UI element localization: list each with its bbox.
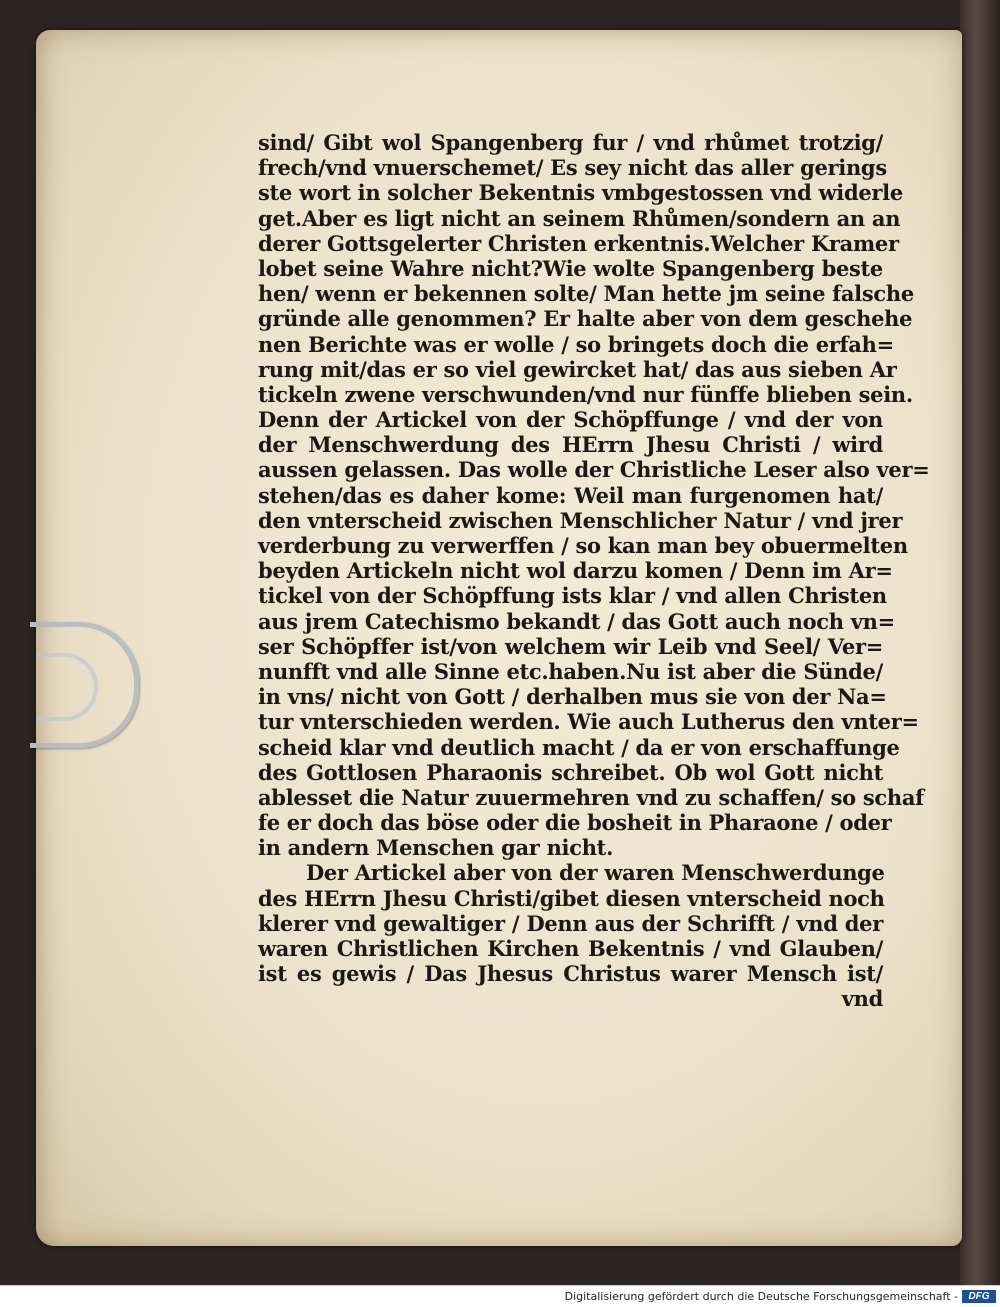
text-line: klerer vnd gewaltiger / Denn aus der Schrifft / vnd der — [258, 910, 883, 936]
text-line: tickeln zwene verschwunden/vnd nur fünffe blieben sein. — [258, 381, 913, 407]
dfg-logo: DFG — [962, 1290, 996, 1303]
text-line: des HErrn Jhesu Christi/gibet diesen vnterscheid noch — [258, 885, 885, 911]
text-line: in vns/ nicht von Gott / derhalben mus sie von der Na= — [258, 684, 887, 710]
funding-credit: Digitalisierung gefördert durch die Deutsche Forschungsgemeinschaft - — [564, 1290, 958, 1303]
text-line: frech/vnd vnuerschemet/ Es sey nicht das aller gerings — [258, 155, 887, 181]
page-text — [258, 130, 930, 1012]
text-line: fe er doch das böse oder die bosheit in Pharaone / oder — [258, 810, 892, 836]
text-line: waren Christlichen Kirchen Bekentnis / vnd Glauben/ — [258, 936, 883, 961]
text-line: scheid klar vnd deutlich macht / da er von erschaffunge — [258, 734, 900, 760]
book-binding — [960, 0, 1000, 1285]
text-line: tur vnterschieden werden. Wie auch Lutherus den vnter= — [258, 709, 919, 735]
text-line: sind/ Gibt wol Spangenberg fur / vnd rhůmet trotzig/ — [258, 130, 883, 155]
paper-clip-inner-loop — [36, 653, 98, 721]
text-line: aus jrem Catechismo bekandt / das Gott auch noch vn= — [258, 608, 895, 634]
text-line: Der Artickel aber von der waren Menschwerdunge — [306, 860, 885, 886]
text-line: in andern Menschen gar nicht. — [258, 835, 614, 861]
paper-clip — [30, 622, 139, 748]
text-line: stehen/das es daher kome: Weil man furgenomen hat/ — [258, 482, 883, 508]
text-line: derer Gottsgelerter Christen erkentnis.Welcher Kramer — [258, 230, 899, 256]
text-line: hen/ wenn er bekennen solte/ Man hette jm seine falsche — [258, 281, 914, 307]
text-line: verderbung zu verwerffen / so kan man bey obuermelten — [258, 533, 908, 558]
text-line: get.Aber es ligt nicht an seinem Rhůmen/sondern an an — [258, 205, 901, 231]
text-line: des Gottlosen Pharaonis schreibet. Ob wol Gott nicht — [258, 759, 883, 785]
text-line: nunfft vnd alle Sinne etc.haben.Nu ist aber die Sünde/ — [258, 658, 883, 684]
text-line: aussen gelassen. Das wolle der Christliche Leser also ver= — [258, 457, 930, 483]
catchword: vnd — [841, 986, 883, 1012]
text-line: beyden Artickeln nicht wol darzu komen / Denn im Ar= — [258, 558, 893, 584]
text-line: nen Berichte was er wolle / so bringets doch die erfah= — [258, 331, 894, 357]
text-line: lobet seine Wahre nicht?Wie wolte Spangenberg beste — [258, 255, 883, 281]
text-line: Denn der Artickel von der Schöpffunge / vnd der von — [258, 407, 883, 433]
text-line: tickel von der Schöpffung ists klar / vnd allen Christen — [258, 583, 887, 609]
footer-bar — [0, 1285, 1000, 1307]
text-line: rung mit/das er so viel gewircket hat/ das aus sieben Ar — [258, 356, 897, 382]
text-line: ser Schöpffer ist/von welchem wir Leib vnd Seel/ Ver= — [258, 633, 883, 659]
text-line: ablesset die Natur zuuermehren vnd zu schaffen/ so schaf — [258, 784, 924, 810]
text-line: der Menschwerdung des HErrn Jhesu Christi / wird — [258, 432, 883, 458]
text-line: den vnterscheid zwischen Menschlicher Natur / vnd jrer — [258, 507, 903, 533]
text-line: gründe alle genommen? Er halte aber von dem geschehe — [258, 306, 913, 332]
text-line: ste wort in solcher Bekentnis vmbgestossen vnd widerle — [258, 180, 903, 206]
text-line: ist es gewis / Das Jhesus Christus warer Mensch ist/ — [258, 961, 883, 987]
